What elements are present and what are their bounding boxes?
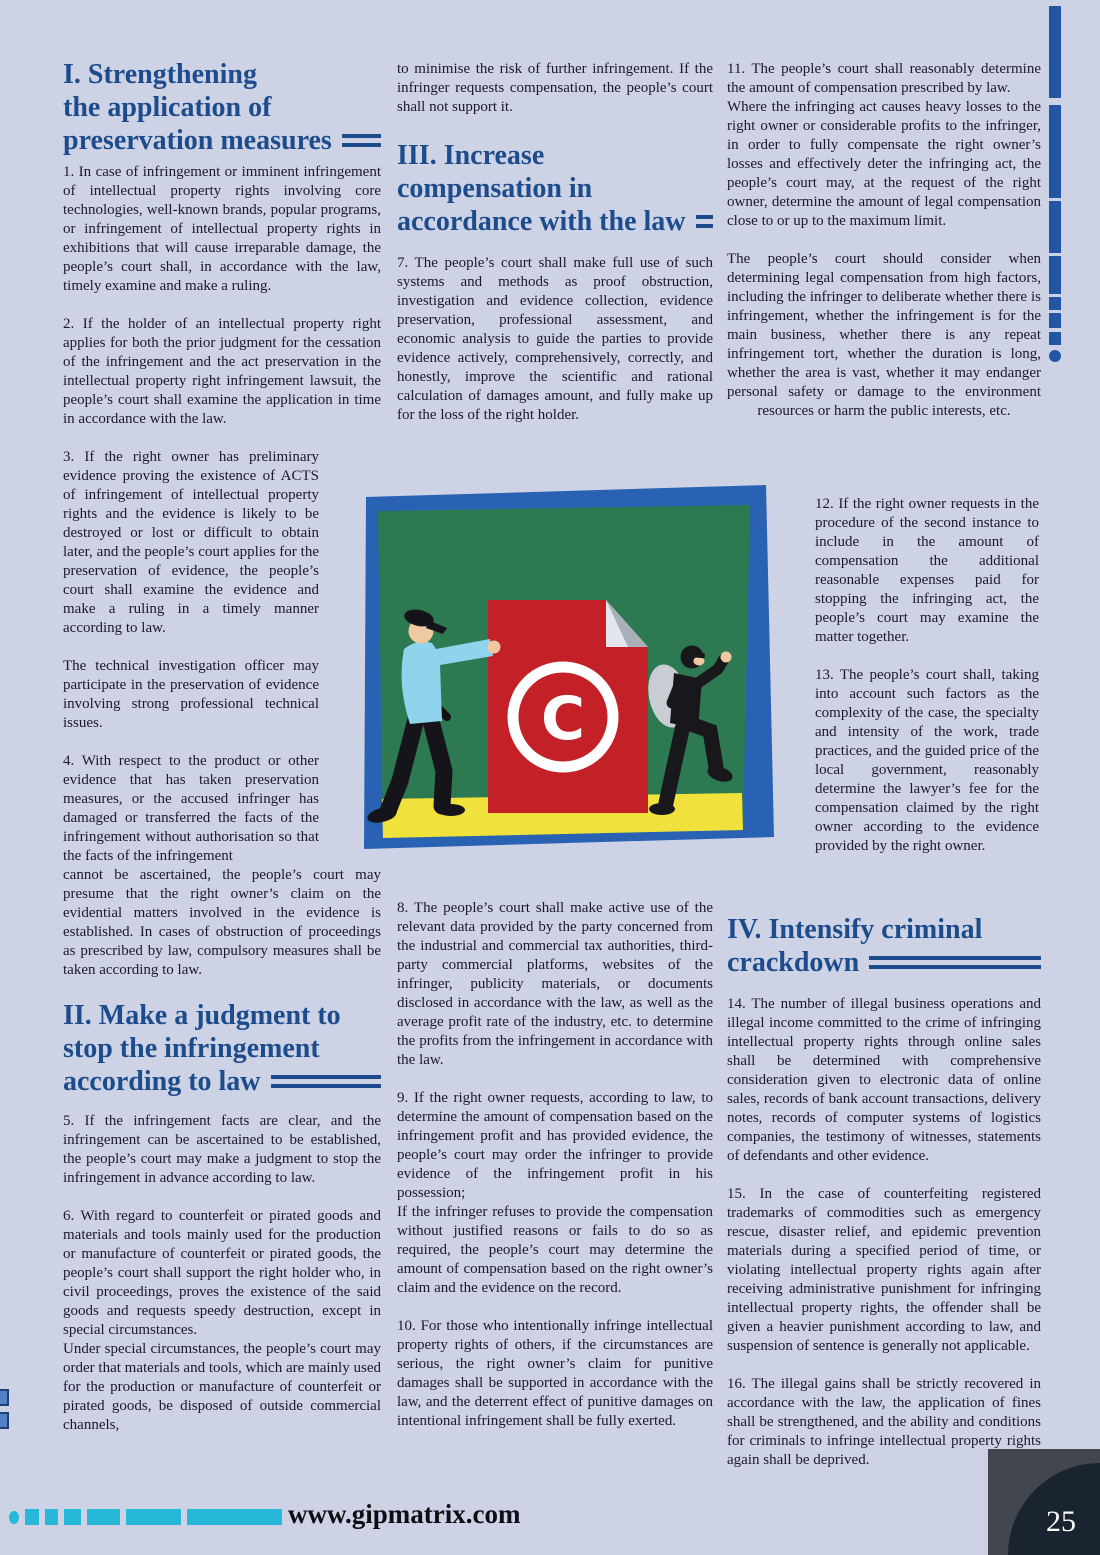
footer-bar: [126, 1509, 181, 1525]
item-14: 14. The number of illegal business operations and illegal income committed to the crime of infringing intellectual property rights through online sales shall be determined with comprehensive consideration given to electronic data of online sales, records of bank account transactions, delivery notes, records of computer systems of logistics companies, the testimony of witnesses, statements of defendants and other evidence.: [727, 996, 1041, 1164]
thief-sack-arm: [672, 683, 680, 703]
item-13: 13. The people’s court shall, taking into account such factors as the complexity of the case, the specialty and intensity of the work, trade practices, and the guided price of the local government, reasonably determine the lawyer’s fee for the compensation claimed by the right owner according to the evidence provided by the right owner.: [815, 667, 1039, 854]
item-2: 2. If the holder of an intellectual property right applies for both the prior judgment for the cessation of the infringement and the act preservation in the intellectual property right infringement lawsuit, the people’s court shall examine the application in time in accordance with the law.: [63, 316, 381, 427]
intro-paragraph: to minimise the risk of further infringement. If the infringer requests compensation, the people’s court shall not support it.: [397, 61, 713, 115]
item-15: 15. In the case of counterfeiting registered trademarks of commodities such as emergency rescue, disaster relief, and epidemic prevention materials during a specified period of time, or violating intellectual property rights again after receiving administrative punishment for infringing intellectual property rights, the offender shall be given a heavier punishment according to law, and suspension of sentence is generally not applicable.: [727, 1186, 1041, 1354]
edge-accent-square: [0, 1412, 9, 1429]
section-heading-2: [63, 999, 381, 1098]
heading-rule: [869, 956, 1041, 969]
heading-1-line-1: I. Strengthening: [63, 59, 257, 90]
item-10: 10. For those who intentionally infringe intellectual property rights of others, if the circumstances are serious, the right owner’s claim for punitive damages shall be supported in accordance with the law, and the deterrent effect of punitive damages on intentional infringement shall be fully exerted.: [397, 1318, 713, 1429]
side-accent-bar: [1049, 256, 1061, 294]
heading-2-line-3: according to law: [63, 1066, 261, 1097]
heading-2-line-2: stop the infringement: [63, 1033, 320, 1064]
thief-fist: [721, 652, 732, 663]
footer-bar-row: [9, 1509, 282, 1525]
side-accent-bar: [1049, 332, 1061, 345]
side-accent-bar: [1049, 297, 1061, 310]
item-6: 6. With regard to counterfeit or pirated goods and materials and tools mainly used for the production or manufacture of counterfeit or pirated goods, the people’s court shall support the right holder who, in civil proceedings, proves the existence of the said goods and requests speedy destruction, except in special circumstances.: [63, 1208, 381, 1338]
item-6b: Under special circumstances, the people’s court may order that materials and tools, which are mainly used for the production or manufacture of counterfeit or pirated goods, be disposed of outside commercial channels,: [63, 1341, 381, 1433]
section-heading-3: [397, 139, 713, 238]
side-accent-bar: [1049, 6, 1061, 98]
footer-bar: [187, 1509, 282, 1525]
heading-4-line-2: crackdown: [727, 947, 860, 978]
section-heading-4: [727, 913, 1041, 979]
edge-accent-square: [0, 1389, 9, 1406]
side-accent-bar: [1049, 201, 1061, 253]
corner-gray-square: [988, 1449, 1100, 1555]
item-8: 8. The people’s court shall make active use of the relevant data provided by the party concerned from the industrial and commercial tax authorities, third-party commercial platforms, websites of the infringer, publicity materials, or documents disclosed in accordance with the law, as well as the average profit rate of the industry, etc. to determine the profits from the infringement in accordance with the law.: [397, 900, 713, 1068]
heading-3-line-1: III. Increase: [397, 140, 545, 171]
footer-bar: [45, 1509, 58, 1525]
heading-rule: [696, 215, 713, 228]
item-4-part1: 4. With respect to the product or other evidence that has taken preservation measures, or the accused infringer has damaged or transferred the facts of the infringement without authorisation so that the facts of the infringement: [63, 753, 319, 864]
column-3-bottom: [727, 913, 1041, 1489]
item-7: 7. The people’s court shall make full use of such systems and methods as proof obstruction, investigation and evidence collection, evidence preservation, professional assessment, and economic analysis to guide the parties to provide evidence actively, comprehensively, correctly, and honestly, improve the scientific and rational calculation of damages amount, and fully make up for the loss of the right holder.: [397, 255, 713, 423]
column-2-top: [397, 60, 713, 444]
heading-2-line-1: II. Make a judgment to: [63, 1000, 341, 1031]
side-accent-bar: [1049, 313, 1061, 328]
item-11b: Where the infringing act causes heavy losses to the right owner or considerable profits to the infringer, in order to fully compensate the right owner’s losses and effectively deter the infringing act, the people’s court may, at the request of the right owner, determine the amount of legal compensation close to or up to the maximum limit.: [727, 99, 1041, 229]
item-3b: The technical investigation officer may participate in the preservation of evidence involving strong professional technical issues.: [63, 658, 319, 731]
policeman-hand: [488, 641, 501, 654]
item-3: 3. If the right owner has preliminary evidence proving the existence of ACTS of infringement of intellectual property rights and the evidence is likely to be destroyed or lost or difficult to obtain later, and the people’s court applies for the preservation of evidence, the people’s court shall examine the evidence and make a ruling in a timely manner according to law.: [63, 449, 319, 636]
side-accent-dot: [1049, 350, 1061, 362]
heading-rule: [271, 1075, 381, 1088]
page-number: 25: [1046, 1505, 1076, 1538]
column-3-side: [815, 495, 1039, 875]
item-11c: The people’s court should consider when determining legal compensation from high factors, including the infringer to deliberate whether there is infringement, whether the infringement is for the main business, whether there is any repeat infringement tort, whether the duration is long, whether the area is vast, whether it may endanger personal safety or damage to the environment resources or harm the public interests, etc.: [727, 251, 1041, 419]
item-4-part2: cannot be ascertained, the people’s court may presume that the right owner’s claim on the evidential matters involved in the evidence is established. In cases of obstruction of proceedings as prescribed by law, compulsory measures shall be taken according to law.: [63, 867, 381, 978]
item-1: 1. In case of infringement or imminent infringement of intellectual property rights involving core technologies, well-known brands, popular programs, or infringement of intellectual property rights in exhibitions that will cause irreparable damage, the people’s court shall, in accordance with the law, timely examine and make a ruling.: [63, 164, 381, 294]
item-12: 12. If the right owner requests in the procedure of the second instance to include in the amount of compensation the additional reasonable expenses paid for stopping the infringing act, the people’s court may examine the matter together.: [815, 496, 1039, 645]
heading-1-line-3: preservation measures: [63, 125, 332, 156]
item-11: 11. The people’s court shall reasonably determine the amount of compensation prescribed by law.: [727, 61, 1041, 96]
item-9b: If the infringer refuses to provide the compensation without justified reasons or fails to do so as required, the people’s court may determine the amount of compensation based on the right owner’s claim and the evidence on the record.: [397, 1204, 713, 1296]
footer-bar: [87, 1509, 120, 1525]
footer-dot: [9, 1511, 19, 1524]
thief-shoe: [649, 803, 675, 815]
item-9: 9. If the right owner requests, according to law, to determine the amount of compensation based on the infringement profit and has provided evidence, the people’s court may order the infringer to provide evidence of the infringement profit in his possession;: [397, 1090, 713, 1201]
heading-1-line-2: the application of: [63, 92, 272, 123]
item-5: 5. If the infringement facts are clear, and the infringement can be ascertained to be established, the people’s court may make a judgment to stop the infringement in advance according to law.: [63, 1113, 381, 1186]
item-16: 16. The illegal gains shall be strictly recovered in accordance with the law, the application of fines shall be strengthened, and the ability and conditions for criminals to infringe intellectual property rights again shall be deprived.: [727, 1376, 1041, 1468]
side-accent-bar: [1049, 105, 1061, 198]
column-1: [63, 58, 381, 1435]
heading-3-line-2: compensation in: [397, 173, 593, 204]
website-url: www.gipmatrix.com: [288, 1499, 521, 1529]
section-heading-1: [63, 58, 381, 157]
copyright-enforcement-illustration: [352, 481, 784, 873]
heading-rule: [342, 134, 381, 147]
heading-4-line-1: IV. Intensify criminal: [727, 914, 983, 945]
policeman-shoe: [437, 804, 465, 816]
footer-bar: [64, 1509, 81, 1525]
column-2-bottom: [397, 899, 713, 1450]
heading-3-line-3: accordance with the law: [397, 206, 686, 237]
column-3-top: [727, 60, 1041, 440]
footer-bar: [25, 1509, 39, 1525]
copyright-letter: C: [540, 684, 586, 754]
